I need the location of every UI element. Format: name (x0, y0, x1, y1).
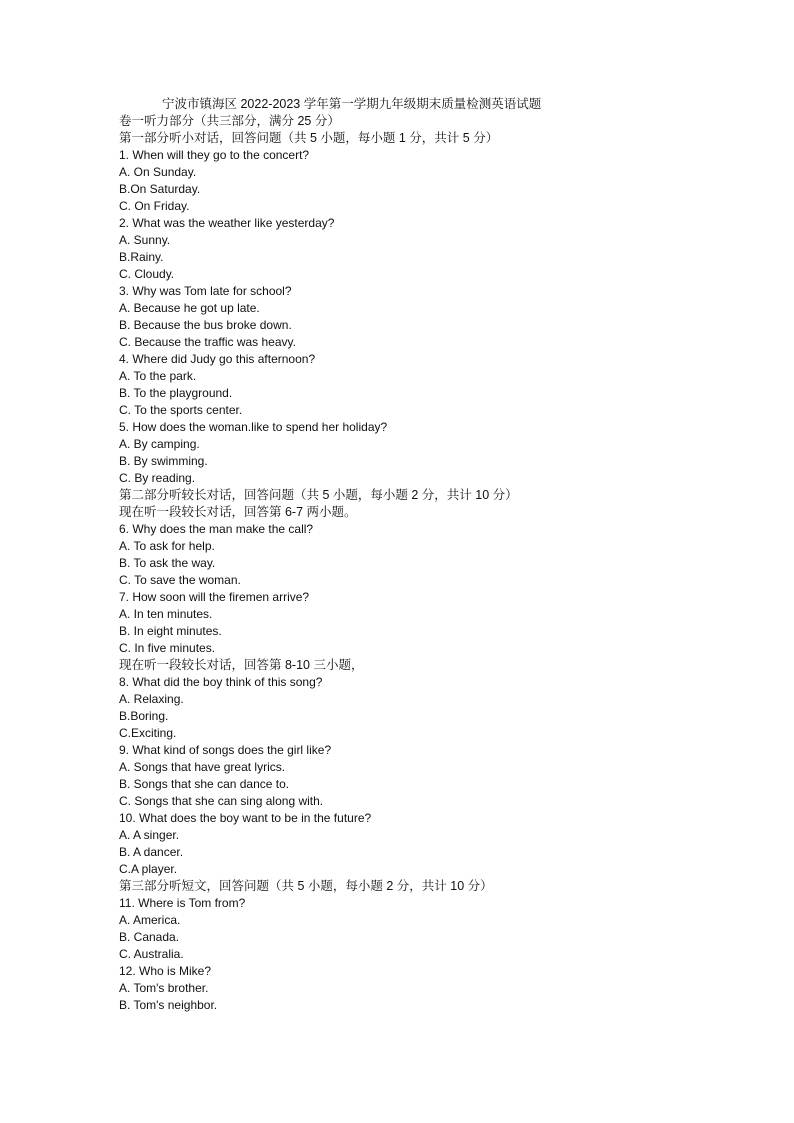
document-page (119, 96, 759, 1014)
question-text: 12. Who is Mike? (119, 964, 212, 978)
option-c: C. Cloudy. (119, 267, 175, 281)
option-c: C. Australia. (119, 947, 184, 961)
question-text: 4. Where did Judy go this afternoon? (119, 352, 316, 366)
question-text: 8. What did the boy think of this song? (119, 675, 323, 689)
volume-heading: 卷一听力部分（共三部分，满分 25 分） (119, 114, 340, 128)
option-b: B. By swimming. (119, 454, 208, 468)
option-c: C. In five minutes. (119, 641, 216, 655)
option-b: B. To the playground. (119, 386, 233, 400)
part1-heading: 第一部分听小对话，回答问题（共 5 小题，每小题 1 分，共计 5 分） (119, 131, 499, 145)
option-a: A. A singer. (119, 828, 180, 842)
option-a: A. On Sunday. (119, 165, 197, 179)
document-title: 宁波市镇海区 2022-2023 学年第一学期九年级期末质量检测英语试题 (162, 97, 542, 111)
option-a: A. Songs that have great lyrics. (119, 760, 286, 774)
question-9 (119, 742, 759, 810)
part2-intro-1: 现在听一段较长对话，回答第 6-7 两小题。 (119, 505, 357, 519)
question-text: 3. Why was Tom late for school? (119, 284, 292, 298)
option-a: A. Sunny. (119, 233, 171, 247)
question-text: 7. How soon will the firemen arrive? (119, 590, 310, 604)
option-b: B. A dancer. (119, 845, 184, 859)
option-c: C. To the sports center. (119, 403, 243, 417)
option-a: A. America. (119, 913, 181, 927)
option-b: B. Because the bus broke down. (119, 318, 292, 332)
question-3 (119, 283, 759, 351)
question-1 (119, 147, 759, 215)
question-10 (119, 810, 759, 878)
question-text: 1. When will they go to the concert? (119, 148, 310, 162)
question-text: 2. What was the weather like yesterday? (119, 216, 335, 230)
question-5 (119, 419, 759, 487)
option-a: A. In ten minutes. (119, 607, 213, 621)
option-b: B. Canada. (119, 930, 180, 944)
option-b: B.Rainy. (119, 250, 164, 264)
part2-intro-2: 现在听一段较长对话，回答第 8-10 三小题， (119, 658, 364, 672)
question-6 (119, 521, 759, 589)
question-2 (119, 215, 759, 283)
question-text: 9. What kind of songs does the girl like? (119, 743, 332, 757)
option-c: C. Because the traffic was heavy. (119, 335, 296, 349)
option-b: B.Boring. (119, 709, 169, 723)
question-text: 10. What does the boy want to be in the future? (119, 811, 372, 825)
option-a: A. To ask for help. (119, 539, 215, 553)
option-a: A. Relaxing. (119, 692, 184, 706)
question-12 (119, 963, 759, 1014)
option-b: B. Songs that she can dance to. (119, 777, 290, 791)
question-4 (119, 351, 759, 419)
option-a: A. Because he got up late. (119, 301, 260, 315)
option-b: B. To ask the way. (119, 556, 216, 570)
option-a: A. Tom's brother. (119, 981, 209, 995)
option-a: A. By camping. (119, 437, 200, 451)
question-text: 5. How does the woman.like to spend her holiday? (119, 420, 388, 434)
option-c: C. By reading. (119, 471, 196, 485)
option-b: B. In eight minutes. (119, 624, 222, 638)
question-text: 11. Where is Tom from? (119, 896, 246, 910)
part2-heading: 第二部分听较长对话，回答问题（共 5 小题，每小题 2 分，共计 10 分） (119, 488, 518, 502)
option-c: C. Songs that she can sing along with. (119, 794, 324, 808)
option-a: A. To the park. (119, 369, 197, 383)
question-7 (119, 589, 759, 657)
question-text: 6. Why does the man make the call? (119, 522, 314, 536)
option-b: B.On Saturday. (119, 182, 201, 196)
option-c: C. To save the woman. (119, 573, 241, 587)
part3-heading: 第三部分听短文，回答问题（共 5 小题，每小题 2 分，共计 10 分） (119, 879, 493, 893)
question-11 (119, 895, 759, 963)
option-c: C.Exciting. (119, 726, 177, 740)
question-8 (119, 674, 759, 742)
option-c: C. On Friday. (119, 199, 190, 213)
option-c: C.A player. (119, 862, 178, 876)
option-b: B. Tom's neighbor. (119, 998, 218, 1012)
